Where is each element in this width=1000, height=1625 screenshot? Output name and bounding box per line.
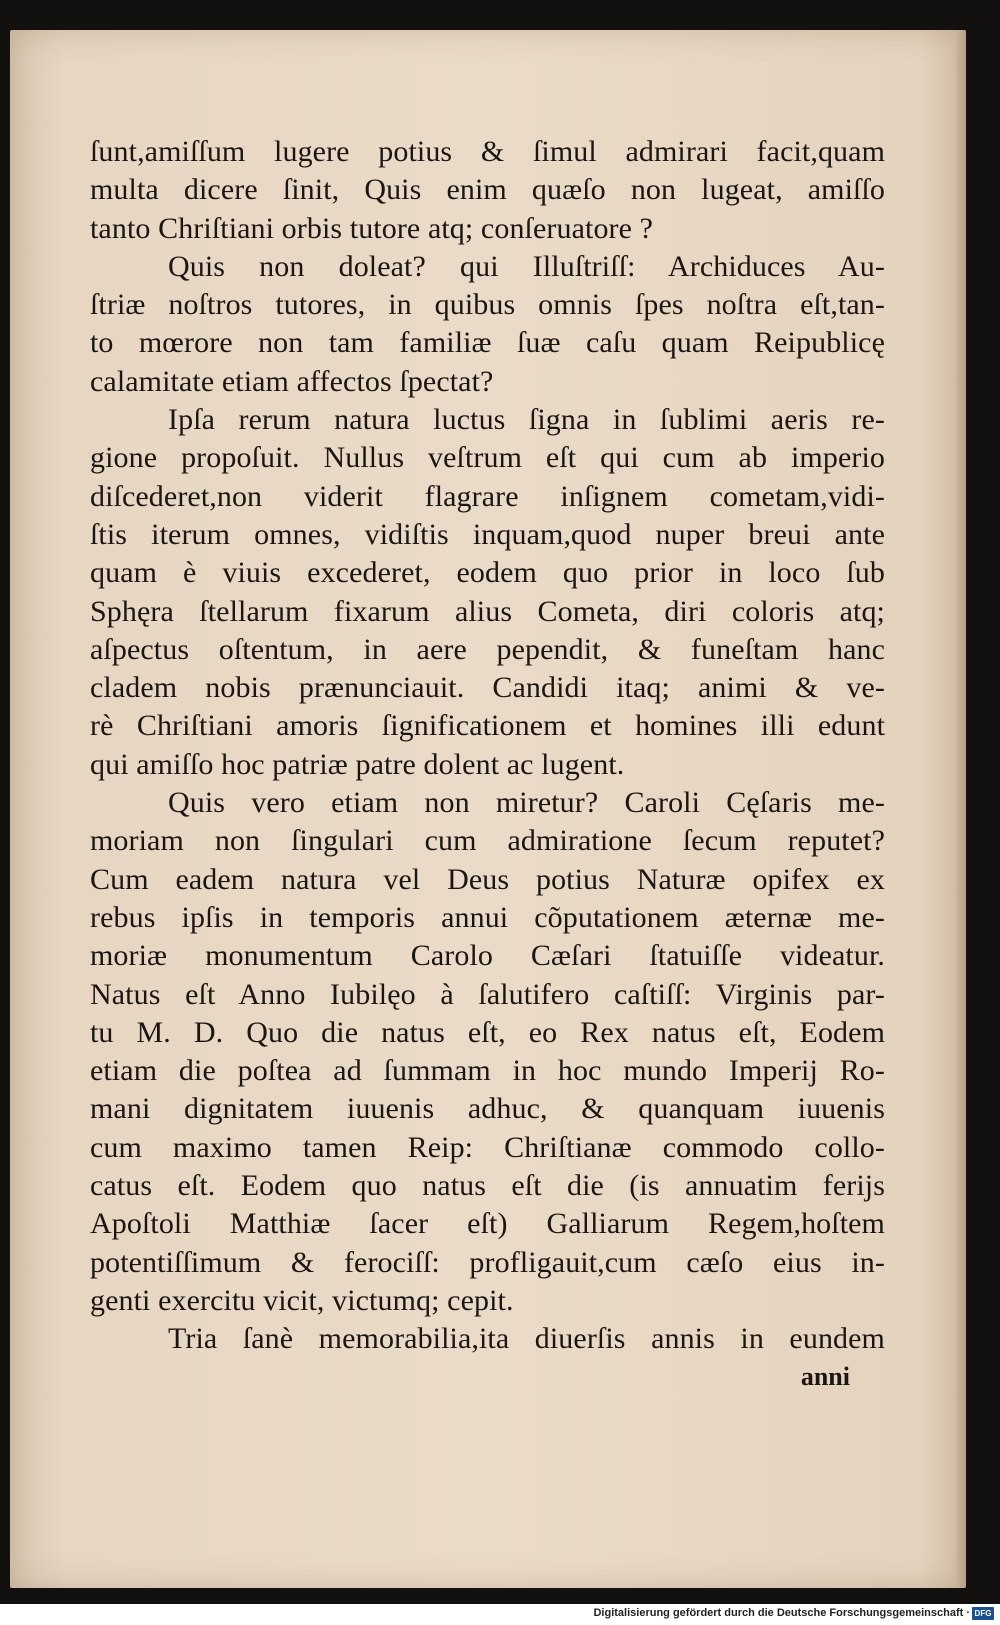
text-line: ſunt,amiſſum lugere potius & ſimul admirari facit,quam — [90, 135, 885, 168]
text-line: Cum eadem natura vel Deus potius Naturæ opifex ex — [90, 862, 885, 896]
text-line: gione propoſuit. Nullus veſtrum eſt qui cum ab imperio — [90, 441, 885, 475]
text-line: potentiſſimum & ferociſſ: profligauit,cum cæſo eius in- — [90, 1245, 885, 1279]
text-line: diſcederet,non viderit flagrare inſignem cometam,vidi- — [90, 479, 885, 513]
text-line: calamitate etiam affectos ſpectat? — [90, 364, 494, 398]
text-line: quam è viuis excederet, eodem quo prior in loco ſub — [90, 556, 885, 590]
text-line: qui amiſſo hoc patriæ patre dolent ac lugent. — [90, 747, 625, 781]
text-line: etiam die poſtea ad ſummam in hoc mundo Imperij Ro- — [90, 1054, 885, 1088]
text-line: Apoſtoli Matthiæ ſacer eſt) Galliarum Regem,hoſtem — [90, 1207, 885, 1241]
text-line: moriam non ſingulari cum admiratione ſecum reputet? — [90, 824, 885, 858]
book-page — [10, 30, 966, 1588]
text-line: ſtriæ noſtros tutores, in quibus omnis ſpes noſtra eſt,tan- — [90, 288, 885, 322]
page-edge — [956, 30, 966, 1588]
text-line: cum maximo tamen Reip: Chriſtianæ commodo collo- — [90, 1130, 885, 1164]
catchword: anni — [800, 1362, 850, 1391]
text-line: genti exercitu vicit, victumq; cepit. — [90, 1283, 514, 1317]
text-line: Natus eſt Anno Iubilęo à ſalutifero caſtiſſ: Virginis par- — [90, 977, 885, 1011]
body-text — [90, 133, 885, 1359]
text-line: tanto Chriſtiani orbis tutore atq; conſeruatore ? — [90, 211, 654, 245]
text-line: cladem nobis prænunciauit. Candidi itaq; animi & ve- — [90, 671, 885, 705]
footer-bar — [0, 1604, 1000, 1625]
text-line: Tria ſanè memorabilia,ita diuerſis annis in eundem — [168, 1322, 885, 1356]
text-line: rebus ipſis in temporis annui cõputationem æternæ me- — [90, 900, 885, 934]
dfg-logo: DFG — [972, 1607, 994, 1620]
text-line: catus eſt. Eodem quo natus eſt die (is annuatim ferijs — [90, 1169, 885, 1203]
text-line: moriæ monumentum Carolo Cæſari ſtatuiſſe videatur. — [90, 939, 885, 973]
funding-credit: Digitalisierung gefördert durch die Deutsche Forschungsgemeinschaft · — [593, 1607, 970, 1619]
text-line: multa dicere ſinit, Quis enim quæſo non lugeat, amiſſo — [90, 173, 885, 207]
text-line: mani dignitatem iuuenis adhuc, & quanquam iuuenis — [90, 1092, 885, 1126]
text-line: rè Chriſtiani amoris ſignificationem et homines illi edunt — [90, 709, 885, 743]
text-line: tu M. D. Quo die natus eſt, eo Rex natus eſt, Eodem — [90, 1015, 885, 1049]
text-line: Quis vero etiam non miretur? Caroli Cęſaris me- — [168, 786, 885, 820]
text-line: to mœrore non tam familiæ ſuæ caſu quam Reipublicę — [90, 326, 885, 360]
text-line: Sphęra ſtellarum fixarum alius Cometa, diri coloris atq; — [90, 594, 885, 628]
text-line: aſpectus oſtentum, in aere pependit, & funeſtam hanc — [90, 632, 885, 666]
text-line: Quis non doleat? qui Illuſtriſſ: Archiduces Au- — [168, 249, 885, 283]
text-line: ſtis iterum omnes, vidiſtis inquam,quod nuper breui ante — [90, 517, 885, 551]
text-line: Ipſa rerum natura luctus ſigna in ſublimi aeris re- — [168, 403, 885, 437]
